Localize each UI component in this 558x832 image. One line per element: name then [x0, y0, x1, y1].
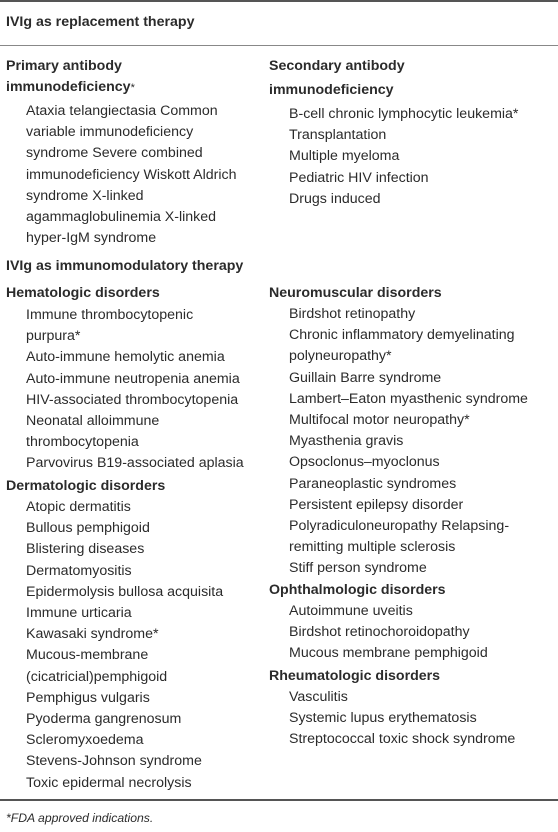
- ophthalmologic-disorders-title: Ophthalmologic disorders: [269, 582, 446, 598]
- list-item: Neonatal alloimmune: [26, 413, 160, 430]
- list-item: Lambert–Eaton myasthenic syndrome: [289, 390, 528, 407]
- secondary-immunodeficiency-title-line1: Secondary antibody: [269, 58, 405, 74]
- list-item: Pyoderma gangrenosum: [26, 711, 182, 728]
- replacement-therapy-title: IVIg as replacement therapy: [6, 14, 195, 30]
- dermatologic-disorders-list: [26, 497, 223, 794]
- list-item: HIV-associated thrombocytopenia: [26, 391, 239, 408]
- list-item: Stevens-Johnson syndrome: [26, 753, 202, 770]
- footnote: *FDA approved indications.: [6, 811, 154, 825]
- list-item: B-cell chronic lymphocytic leukemia*: [289, 106, 519, 122]
- list-item: Vasculitis: [289, 689, 348, 705]
- list-item: Mucous membrane pemphigoid: [289, 645, 488, 662]
- list-item: Immune urticaria: [26, 605, 132, 622]
- hematologic-disorders-list: [26, 305, 244, 475]
- top-rule: [0, 0, 558, 2]
- secondary-immunodeficiency-list: [289, 104, 518, 210]
- dermatologic-disorders-title: Dermatologic disorders: [6, 478, 166, 494]
- list-item: Autoimmune uveitis: [289, 603, 413, 619]
- secondary-immunodeficiency-title-line2: immunodeficiency: [269, 82, 394, 98]
- list-item: Pemphigus vulgaris: [26, 689, 150, 706]
- immunomodulatory-therapy-title: IVIg as immunomodulatory therapy: [6, 258, 244, 274]
- list-item: remitting multiple sclerosis: [289, 539, 456, 556]
- primary-title-text: immunodeficiency: [6, 79, 131, 95]
- list-item: polyneuropathy*: [289, 348, 392, 365]
- list-item: agammaglobulinemia X-linked: [26, 209, 217, 226]
- list-item: Scleromyxoedema: [26, 732, 144, 749]
- list-item: immunodeficiency Wiskott Aldrich: [26, 166, 237, 183]
- list-item: Polyradiculoneuropathy Relapsing-: [289, 518, 510, 535]
- list-item: Bullous pemphigoid: [26, 520, 150, 537]
- list-item: Ataxia telangiectasia Common: [26, 103, 218, 119]
- list-item: Multifocal motor neuropathy*: [289, 412, 470, 429]
- list-item: Myasthenia gravis: [289, 433, 404, 450]
- primary-immunodeficiency-title-line1: Primary antibody: [6, 58, 122, 74]
- bottom-rule: [0, 799, 558, 801]
- list-item: Atopic dermatitis: [26, 499, 131, 515]
- rheumatologic-disorders-list: [289, 687, 515, 751]
- list-item: Kawasaki syndrome*: [26, 626, 159, 643]
- header-rule: [0, 45, 558, 46]
- list-item: Guillain Barre syndrome: [289, 369, 442, 386]
- list-item: hyper-IgM syndrome: [26, 230, 157, 247]
- list-item: (cicatricial)pemphigoid: [26, 668, 168, 685]
- primary-immunodeficiency-title-line2: [6, 77, 135, 99]
- list-item: Pediatric HIV infection: [289, 169, 429, 186]
- list-item: Paraneoplastic syndromes: [289, 475, 457, 492]
- list-item: Birdshot retinochoroidopathy: [289, 624, 470, 641]
- list-item: Parvovirus B19-associated aplasia: [26, 455, 244, 472]
- list-item: Auto-immune neutropenia anemia: [26, 370, 240, 387]
- list-item: Toxic epidermal necrolysis: [26, 774, 192, 791]
- list-item: Multiple myeloma: [289, 148, 400, 165]
- neuromuscular-disorders-title: Neuromuscular disorders: [269, 285, 442, 301]
- neuromuscular-disorders-list: [289, 304, 528, 580]
- list-item: Persistent epilepsy disorder: [289, 496, 464, 513]
- list-item: Mucous-membrane: [26, 647, 149, 664]
- list-item: Immune thrombocytopenic: [26, 307, 194, 323]
- list-item: Epidermolysis bullosa acquisita: [26, 583, 224, 600]
- list-item: Auto-immune hemolytic anemia: [26, 349, 225, 366]
- ophthalmologic-disorders-list: [289, 601, 488, 665]
- list-item: Dermatomyositis: [26, 562, 132, 579]
- list-item: variable immunodeficiency: [26, 124, 194, 141]
- list-item: syndrome Severe combined: [26, 145, 203, 162]
- list-item: purpura*: [26, 328, 81, 345]
- list-item: Stiff person syndrome: [289, 560, 427, 577]
- list-item: Opsoclonus–myoclonus: [289, 454, 440, 471]
- list-item: Birdshot retinopathy: [289, 306, 416, 322]
- list-item: Streptococcal toxic shock syndrome: [289, 731, 516, 748]
- list-item: Drugs induced: [289, 190, 381, 207]
- rheumatologic-disorders-title: Rheumatologic disorders: [269, 668, 441, 684]
- list-item: thrombocytopenia: [26, 434, 139, 451]
- primary-immunodeficiency-list: [26, 101, 237, 249]
- list-item: Chronic inflammatory demyelinating: [289, 327, 515, 344]
- list-item: syndrome X-linked: [26, 187, 144, 204]
- fda-approved-mark: *: [130, 82, 135, 94]
- list-item: Blistering diseases: [26, 541, 145, 558]
- list-item: Systemic lupus erythematosis: [289, 710, 477, 727]
- list-item: Transplantation: [289, 127, 387, 144]
- hematologic-disorders-title: Hematologic disorders: [6, 285, 160, 301]
